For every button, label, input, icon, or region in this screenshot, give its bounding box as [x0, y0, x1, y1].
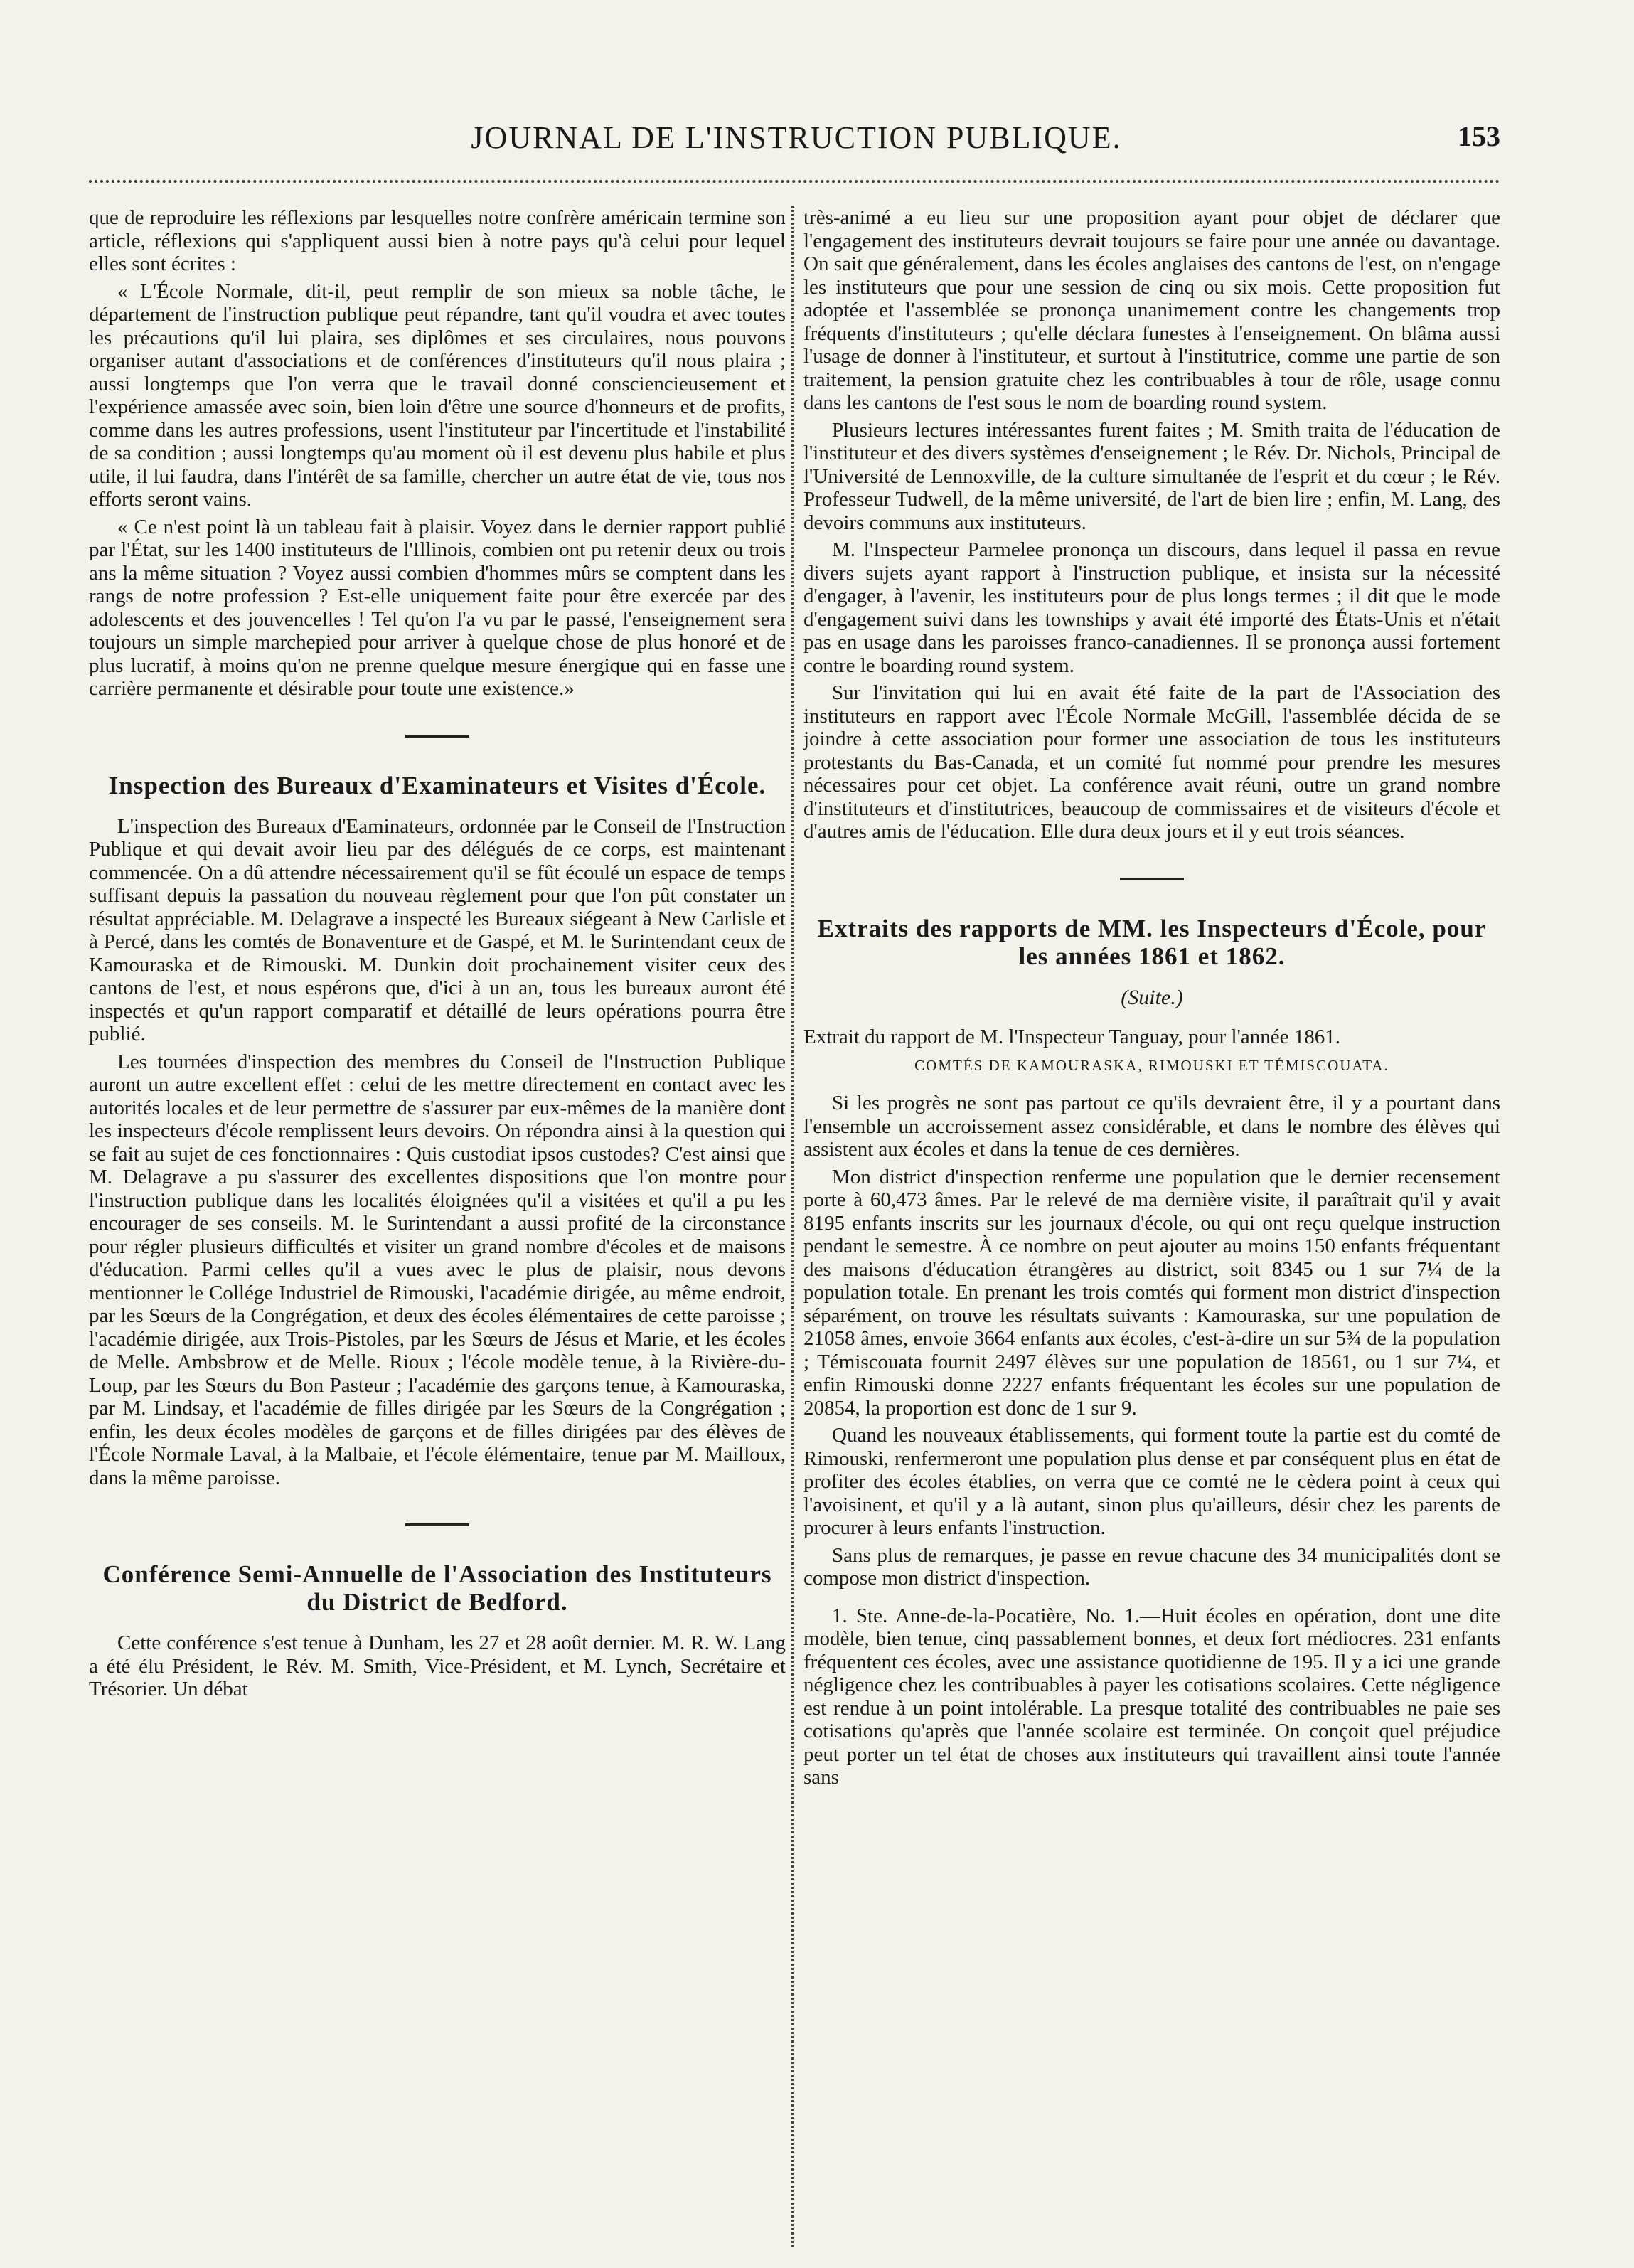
right-column [803, 206, 1500, 2247]
article-paragraph: très-animé a eu lieu sur une proposition ayant pour objet de déclarer que l'engagement des instituteurs devrait toujours se faire pour une année ou davantage. On sait que généralement, dans les écoles anglaises des cantons de l'est, on n'engage les instituteurs que pour une session de cinq ou six mois. Cette proposition fut adoptée et l'assemblée se prononça unanimement contre les changements trop fréquents d'instituteurs ; qu'elle déclara funestes à l'enseignement. On blâma aussi l'usage de donner à l'instituteur, et surtout à l'institutrice, comme une partie de son traitement, la pension gratuite chez les contribuables à tour de rôle, usage connu dans les cantons de l'est sous le nom de boarding round system. [803, 206, 1500, 414]
quote-paragraph: « L'École Normale, dit-il, peut remplir de son mieux sa noble tâche, le département de l'instruction publique peut répandre, tant qu'il voudra et avec toutes les précautions qu'il lui plaira, ses diplômes et ses circulaires, nous pouvons organiser autant d'associations et de conférences d'instituteurs qu'il nous plaira ; aussi longtemps que l'on verra que le travail donné consciencieusement et l'expérience amassée avec soin, bien loin d'être une source d'honneurs et de profits, comme dans les autres professions, usent l'instituteur par l'incertitude et l'instabilité de sa condition ; aussi longtemps qu'au moment où il est devenu plus habile et plus utile, il lui faudra, dans l'intérêt de sa famille, chercher un autre état de vie, tous nos efforts seront vains. [89, 279, 786, 511]
section-separator [405, 735, 469, 738]
article-paragraph: Sur l'invitation qui lui en avait été faite de la part de l'Association des instituteurs en rapport avec l'École Normale McGill, l'assemblée décida de se joindre à cette association pour former une association de tous les instituteurs protestants du Bas-Canada, et un comité fut nommé pour prendre les mesures nécessaires pour cet objet. La conférence avait réuni, outre un grand nombre d'instituteurs et d'institutrices, beaucoup de commissaires et de visiteurs d'école et d'autres amis de l'éducation. Elle dura deux jours et il y eut trois séances. [803, 681, 1500, 843]
section-heading: Extraits des rapports de MM. les Inspecteurs d'École, pour les années 1861 et 1862. [817, 914, 1487, 970]
report-paragraph: Sans plus de remarques, je passe en revue chacune des 34 municipalités dont se compose mon district d'inspection. [803, 1543, 1500, 1590]
suite-label: (Suite.) [1121, 985, 1183, 1009]
spacer [803, 1594, 1500, 1604]
intro-paragraph: que de reproduire les réflexions par lesquelles notre confrère américain termine son article, réflexions qui s'appliquent aussi bien à notre pays qu'à celui pour lequel elles sont écrites : [89, 206, 786, 275]
report-title: Extrait du rapport de M. l'Inspecteur Tanguay, pour l'année 1861. [803, 1025, 1340, 1048]
counties-subheading: COMTÉS DE KAMOURASKA, RIMOUSKI ET TÉMISCOUATA. [914, 1057, 1389, 1074]
section-heading: Inspection des Bureaux d'Examinateurs et Visites d'École. [108, 771, 767, 799]
column-divider [791, 206, 794, 2247]
article-paragraph: M. l'Inspecteur Parmelee prononça un discours, dans lequel il passa en revue divers sujets ayant rapport à l'instruction publique, et insista sur la nécessité d'engager, à l'avenir, les instituteurs pour de plus longs termes ; il dit que le mode d'engagement suivi dans les townships y avait été importé des États-Unis et n'était pas en usage dans les paroisses franco-canadiennes. Il se prononça aussi fortement contre le boarding round system. [803, 538, 1500, 677]
report-paragraph: 1. Ste. Anne-de-la-Pocatière, No. 1.—Huit écoles en opération, dont une dite modèle, bien tenue, cinq passablement bonnes, et deux fort médiocres. 231 enfants fréquentent ces écoles, avec une assistance quotidienne de 195. Il y a ici une grande négligence chez les contribuables à payer les cotisations scolaires. Cette négligence est rendue à un point intolérable. La presque totalité des contribuables ne paie ses cotisations qu'après que l'année scolaire est terminée. On conçoit quel préjudice peut porter un tel état de choses aux instituteurs qui travaillent ainsi toute l'année sans [803, 1604, 1500, 1789]
article-paragraph: Cette conférence s'est tenue à Dunham, les 27 et 28 août dernier. M. R. W. Lang a été élu Président, le Rév. M. Smith, Vice-Président, et M. Lynch, Secrétaire et Trésorier. Un débat [89, 1631, 786, 1700]
journal-title: JOURNAL DE L'INSTRUCTION PUBLIQUE. [471, 120, 1122, 155]
left-column [89, 206, 786, 2247]
section-heading: Conférence Semi-Annuelle de l'Association des Instituteurs du District de Bedford. [102, 1560, 772, 1616]
article-paragraph: Les tournées d'inspection des membres du Conseil de l'Instruction Publique auront un autre excellent effet : celui de les mettre directement en contact avec les autorités locales et de leur permettre de s'assurer par eux-mêmes de la manière dont les inspecteurs d'école remplissent leurs devoirs. On répondra ainsi à la question qui se fait au sujet de ces fonctionnaires : Quis custodiat ipsos custodes? C'est ainsi que M. Delagrave a pu s'assurer des excellentes dispositions que l'on montre pour l'instruction publique dans les localités éloignées qu'il a visitées et qu'il a pu les encourager de ses conseils. M. le Surintendant a aussi profité de la circonstance pour régler plusieurs difficultés et visiter un grand nombre d'écoles et de maisons d'éducation. Parmi celles qu'il a vues avec le plus de plaisir, nous devons mentionner le Collége Industriel de Rimouski, l'académie dirigée, au même endroit, par les Sœurs de la Congrégation, et deux des écoles élémentaires de cette paroisse ; l'académie dirigée, aux Trois-Pistoles, par les Sœurs de Jésus et Marie, et les écoles de Melle. Ambsbrow et de Melle. Rioux ; l'école modèle tenue, à la Rivière-du-Loup, par les Sœurs du Bon Pasteur ; l'académie des garçons tenue, à Kamouraska, par M. Lindsay, et l'académie de filles dirigée par les Sœurs de la Congrégation ; enfin, les deux écoles modèles de garçons et de filles dirigées par des élèves de l'École Normale Laval, à la Malbaie, et l'école élémentaire, tenue par M. Mailloux, dans la même paroisse. [89, 1050, 786, 1489]
article-paragraph: Plusieurs lectures intéressantes furent faites ; M. Smith traita de l'éducation de l'instituteur et des divers systèmes d'enseignement ; le Rév. Dr. Nichols, Principal de l'Université de Lennoxville, de la culture simultanée de l'esprit et du cœur ; le Rév. Professeur Tudwell, de la même université, de l'art de bien lire ; enfin, M. Lang, des devoirs communs aux instituteurs. [803, 418, 1500, 534]
report-paragraph: Quand les nouveaux établissements, qui forment toute la partie est du comté de Rimouski, renfermeront une population plus dense et par conséquent plus en état de profiter des écoles établies, on verra que ce comté ne le cèdera point à ceux qui l'avoisinent, et qu'il y a là autant, sinon plus qu'ailleurs, désir chez les parents de procurer à leurs enfants l'instruction. [803, 1424, 1500, 1539]
page-number: 153 [1458, 120, 1500, 152]
report-paragraph: Mon district d'inspection renferme une population que le dernier recensement porte à 60,473 âmes. Par le relevé de ma dernière visite, il paraîtrait qu'il y avait 8195 enfants inscrits sur les journaux d'école, ou qui ont reçu quelque instruction pendant le semestre. À ce nombre on peut ajouter au moins 150 enfants fréquentant des maisons d'éducation étrangères au district, soit 8345 ou 1 sur 7¼ de la population totale. En prenant les trois comtés qui forment mon district d'inspection séparément, on trouve les résultats suivants : Kamouraska, sur une population de 21058 âmes, envoie 3664 enfants aux écoles, c'est-à-dire un sur 5¾ de la population ; Témiscouata fournit 2497 élèves sur une population de 18561, ou 1 sur 7¼, et enfin Rimouski donne 2227 enfants fréquentant les écoles sur une population de 20854, la proportion est donc de 1 sur 9. [803, 1165, 1500, 1420]
section-separator [1120, 878, 1184, 880]
article-paragraph: L'inspection des Bureaux d'Eaminateurs, ordonnée par le Conseil de l'Instruction Publique et qui devait avoir lieu par des délégués de ce corps, est maintenant commencée. On a dû attendre nécessairement qu'il se fût écoulé un espace de temps suffisant depuis la passation du nouveau règlement pour que l'on pût constater un résultat appréciable. M. Delagrave a inspecté les Bureaux siégeant à New Carlisle et à Percé, dans les comtés de Bonaventure et de Gaspé, et M. le Surintendant ceux de Kamouraska et de Rimouski. M. Dunkin doit prochainement visiter ceux des cantons de l'est, et nous espérons que, d'ici à un an, tous les bureaux auront été inspectés et qu'un rapport comparatif et détaillé de leurs opérations pourra être publié. [89, 814, 786, 1045]
page-header [78, 119, 1515, 162]
report-paragraph: Si les progrès ne sont pas partout ce qu'ils devraient être, il y a pourtant dans l'ensemble un accroissement assez considérable, et dans le nombre des élèves qui assistent aux écoles et dans la tenue de ces dernières. [803, 1092, 1500, 1161]
header-rule [89, 180, 1500, 183]
section-separator [405, 1523, 469, 1526]
quote-paragraph: « Ce n'est point là un tableau fait à plaisir. Voyez dans le dernier rapport publié par l'État, sur les 1400 instituteurs de l'Illinois, combien ont pu retenir deux ou trois ans la même situation ? Voyez aussi combien d'hommes mûrs se comptent dans les rangs de notre profession ? Est-elle uniquement faite pour être exercée par des adolescents et des jouvencelles ! Tel qu'on l'a vu par le passé, l'enseignement sera toujours un simple marchepied pour arriver à quelque chose de plus honoré et de plus lucratif, à moins qu'on ne prenne quelque mesure énergique qui en fasse une carrière permanente et désirable pour toute une existence.» [89, 515, 786, 700]
